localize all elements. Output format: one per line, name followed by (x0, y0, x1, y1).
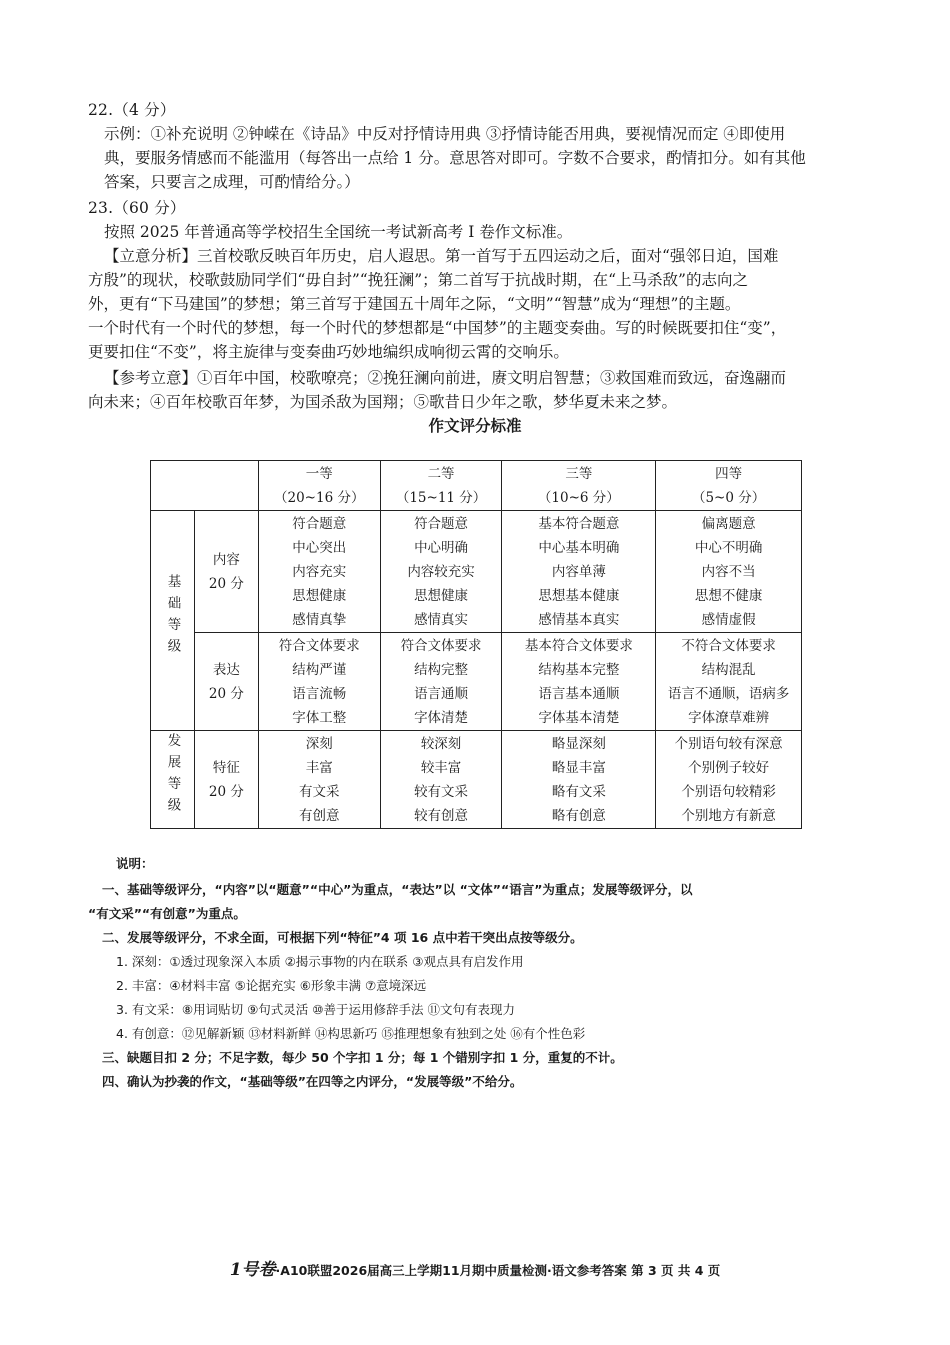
notes-item-1: 1. 深刻：①透过现象深入本质 ②揭示事物的内在联系 ③观点具有启发作用 (116, 954, 524, 969)
scoring-table (150, 460, 802, 829)
page-footer (0, 1255, 950, 1280)
notes-p1a: 一、基础等级评分，“内容”以“题意”“中心”为重点，“表达”以 “文体”“语言”为重点；发展等级评分，以 (102, 882, 693, 897)
notes-heading: 说明： (116, 856, 154, 871)
content-grade-4: 偏离题意 中心不明确 内容不当 思想不健康 感情虚假 (656, 511, 802, 633)
notes-p3: 三、缺题目扣 2 分；不足字数，每少 50 个字扣 1 分；每 1 个错别字扣 1 分，重复的不计。 (102, 1050, 623, 1065)
row-feature-label: 特征 20 分 (194, 731, 258, 829)
notes-p1b: “有文采”“有创意”为重点。 (88, 906, 246, 921)
grade-header-2: 二等 （15~11 分） (380, 461, 502, 511)
q23-analysis-2: 方殷”的现状，校歌鼓励同学们“毋自封”“挽狂澜”；第二首写于抗战时期，在“上马杀敌”的志向之 (88, 271, 748, 289)
section-develop: 发展等级 (151, 731, 195, 829)
grade-header-3: 三等 （10~6 分） (502, 461, 656, 511)
footer-text: ·A10联盟2026届高三上学期11月期中质量检测·语文参考答案 第 3 页 共 4 页 (275, 1263, 721, 1278)
notes-p4: 四、确认为抄袭的作文，“基础等级”在四等之内评分，“发展等级”不给分。 (102, 1074, 523, 1089)
q23-intro: 按照 2025 年普通高等学校招生全国统一考试新高考 I 卷作文标准。 (104, 223, 573, 241)
brand-logo: 1号卷 (229, 1260, 276, 1280)
expression-grade-3: 基本符合文体要求 结构基本完整 语言基本通顺 字体基本清楚 (502, 633, 656, 731)
feature-grade-3: 略显深刻 略显丰富 略有文采 略有创意 (502, 731, 656, 829)
table-title: 作文评分标准 (428, 417, 522, 435)
expression-grade-2: 符合文体要求 结构完整 语言通顺 字体清楚 (380, 633, 502, 731)
q23-analysis-3: 外，更有“下马建国”的梦想；第三首写于建国五十周年之际，“文明”“智慧”成为“理想”的主题。 (88, 295, 741, 313)
notes-item-4: 4. 有创意：⑫见解新颖 ⑬材料新鲜 ⑭构思新巧 ⑮推理想象有独到之处 ⑯有个性色彩 (116, 1026, 586, 1041)
row-expression-label: 表达 20 分 (194, 633, 258, 731)
q23-reference-2: 向未来；④百年校歌百年梦，为国杀敌为国翔；⑤歌昔日少年之歌，梦华夏未来之梦。 (88, 393, 678, 411)
content-grade-3: 基本符合题意 中心基本明确 内容单薄 思想基本健康 感情基本真实 (502, 511, 656, 633)
q22-line-2: 典，要服务情感而不能滥用（每答出一点给 1 分。意思答对即可。字数不合要求，酌情扣分。如有其他 (104, 149, 806, 167)
grade-header-4: 四等 （5~0 分） (656, 461, 802, 511)
content-grade-1: 符合题意 中心突出 内容充实 思想健康 感情真挚 (258, 511, 380, 633)
feature-grade-1: 深刻 丰富 有文采 有创意 (258, 731, 380, 829)
expression-grade-1: 符合文体要求 结构严谨 语言流畅 字体工整 (258, 633, 380, 731)
q23-analysis-5: 更要扣住“不变”，将主旋律与变奏曲巧妙地编织成响彻云霄的交响乐。 (88, 343, 569, 361)
table-corner (151, 461, 259, 511)
expression-grade-4: 不符合文体要求 结构混乱 语言不通顺，语病多 字体潦草难辨 (656, 633, 802, 731)
notes-item-3: 3. 有文采：⑧用词贴切 ⑨句式灵活 ⑩善于运用修辞手法 ⑪文句有表现力 (116, 1002, 515, 1017)
row-content-label: 内容 20 分 (194, 511, 258, 633)
q22-line-1: 示例：①补充说明 ②钟嵘在《诗品》中反对抒情诗用典 ③抒情诗能否用典，要视情况而定 ④即使用 (104, 125, 786, 143)
notes-p2: 二、发展等级评分，不求全面，可根据下列“特征”4 项 16 点中若干突出点按等级分。 (102, 930, 583, 945)
section-basic: 基础等级 (151, 511, 195, 731)
grade-header-1: 一等 （20~16 分） (258, 461, 380, 511)
q23-heading: 23.（60 分） (88, 199, 186, 217)
q22-heading: 22.（4 分） (88, 101, 176, 119)
q23-analysis-1: 【立意分析】三首校歌反映百年历史，启人遐思。第一首写于五四运动之后，面对“强邻日迫，国难 (104, 247, 779, 265)
q23-analysis-4: 一个时代有一个时代的梦想，每一个时代的梦想都是“中国梦”的主题变奏曲。写的时候既要扣住“变”， (88, 319, 787, 337)
feature-grade-2: 较深刻 较丰富 较有文采 较有创意 (380, 731, 502, 829)
feature-grade-4: 个别语句较有深意 个别例子较好 个别语句较精彩 个别地方有新意 (656, 731, 802, 829)
q22-line-3: 答案，只要言之成理，可酌情给分。） (104, 173, 360, 191)
notes-item-2: 2. 丰富：④材料丰富 ⑤论据充实 ⑥形象丰满 ⑦意境深远 (116, 978, 427, 993)
content-grade-2: 符合题意 中心明确 内容较充实 思想健康 感情真实 (380, 511, 502, 633)
q23-reference-1: 【参考立意】①百年中国，校歌嘹亮；②挽狂澜向前进，赓文明启智慧；③救国难而致远，奋逸翮而 (104, 369, 787, 387)
